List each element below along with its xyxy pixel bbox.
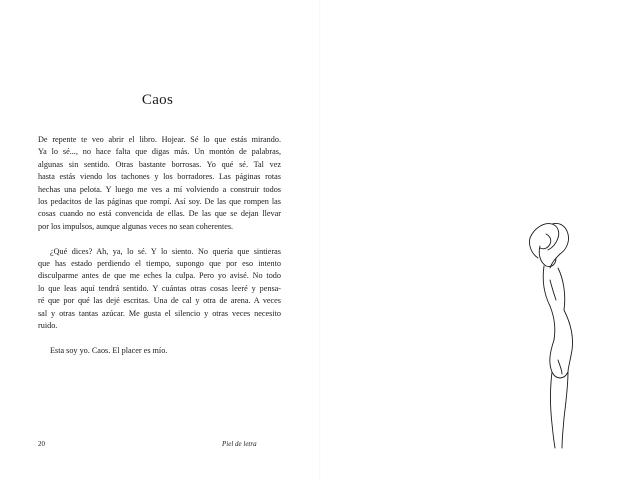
text-line: ¿Qué dices? Ah, ya, lo sé. Y lo siento. No quería que sintieras [50, 246, 281, 256]
body-paragraph [38, 246, 281, 333]
chapter-title: Caos [141, 92, 174, 108]
text-line: los pedacitos de las páginas que rompí. Así soy. De las que rompen las [38, 197, 281, 207]
text-line: algunas sin sentido. Otras bastante borrosas. Yo qué sé. Tal vez [38, 159, 281, 169]
line-drawing-figure-icon [500, 210, 600, 450]
running-title: Piel de letra [222, 440, 257, 448]
text-line: disculparme antes de que me eches la culpa. Pero yo avisé. No todo [38, 271, 281, 281]
body-paragraph [38, 345, 281, 357]
text-line: De repente te veo abrir el libro. Hojear. Sé lo que estás mirando. [38, 135, 281, 144]
text-line: cosas cuando no está convencida de ellas. De las que se dejan llevar [38, 209, 281, 219]
text-line: lo que leas aquí tendrá sentido. Y cuántas otras cosas leeré y pensa- [38, 283, 281, 293]
text-line: ré que por qué las dejé escritas. Una de cal y otra de arena. A veces [38, 296, 281, 306]
text-line: que has estado perdiendo el tiempo, supongo que por eso intento [38, 259, 281, 269]
text-line: hasta estás viendo los tachones y los borradores. Las páginas rotas [38, 172, 281, 182]
text-line: Esta soy yo. Caos. El placer es mío. [50, 345, 168, 355]
text-line: hechas una pelota. Y luego me ves a mí volviendo a construir todos [38, 184, 281, 194]
text-line: sal y otras tantas azúcar. Me gusta el silencio y otras veces necesito [38, 308, 281, 318]
body-text [38, 134, 281, 370]
text-line: ruido. [38, 321, 58, 331]
page-number: 20 [38, 440, 45, 448]
text-line: por los impulsos, aunque algunas veces no sean coherentes. [38, 221, 234, 231]
body-paragraph [38, 134, 281, 233]
text-line: Ya lo sé..., no hace falta que digas más. Un montón de palabras, [38, 147, 281, 157]
